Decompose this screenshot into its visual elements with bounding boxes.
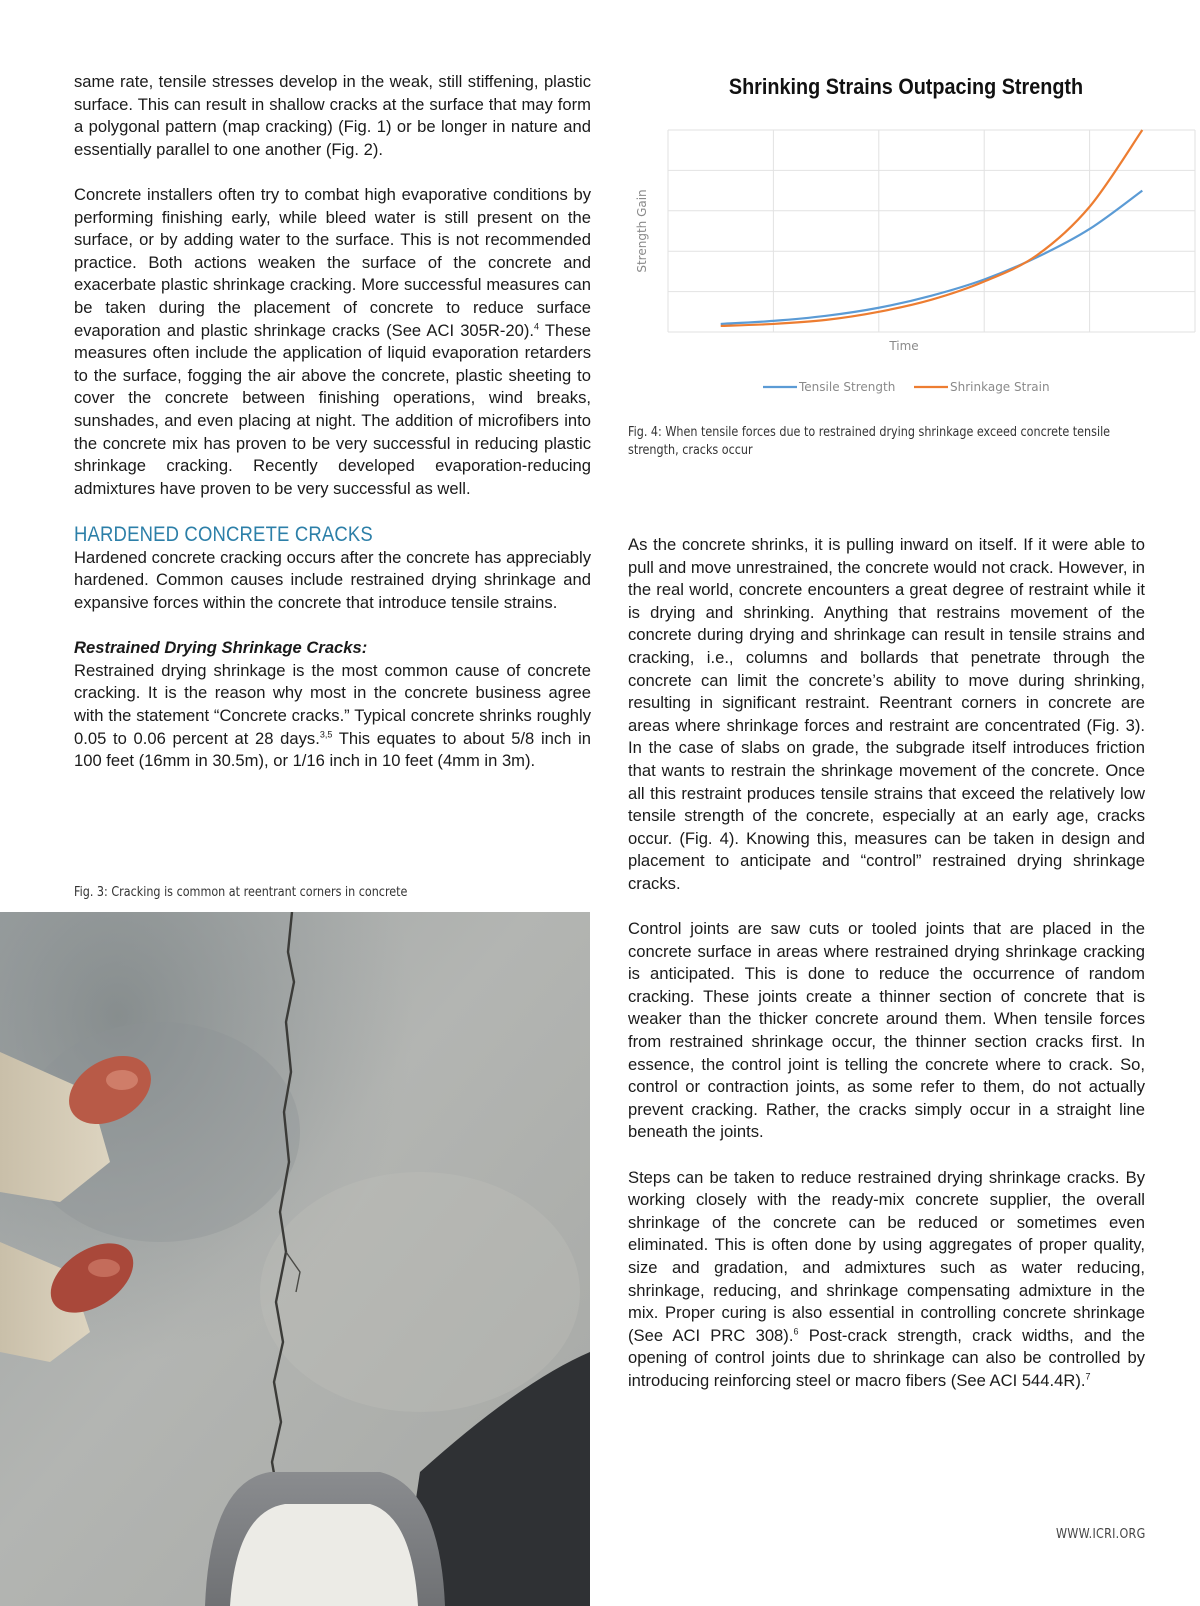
body-paragraph: Hardened concrete cracking occurs after the concrete has appreciably hardened. Common causes include restrained drying shrinkage and expansive forces within the concrete that introduce tensile strains. bbox=[74, 547, 591, 613]
floor-highlight bbox=[260, 1172, 580, 1412]
text-run: These measures often include the application of liquid evaporation retarders to the surface, fogging the air above the concrete, plastic sheeting to cover the concrete between finishing operations, wind breaks, sunshades, and even placing at night. The addition of microfibers into the concrete mix has proven to be very successful in reducing plastic shrinkage cracking. Recently developed evaporation-reducing admixtures have proven to be very successful as well. bbox=[74, 320, 591, 498]
right-column bbox=[628, 534, 1145, 1415]
subheading: Restrained Drying Shrinkage Cracks: bbox=[74, 638, 368, 658]
legend-label: Shrinkage Strain bbox=[950, 380, 1050, 394]
section-heading: HARDENED CONCRETE CRACKS bbox=[74, 522, 373, 546]
shoe-highlight bbox=[106, 1070, 138, 1090]
x-axis-label: Time bbox=[889, 339, 919, 353]
body-paragraph: As the concrete shrinks, it is pulling inward on itself. If it were able to pull and move unrestrained, the concrete would not crack. However, in the real world, concrete encounters a great degree of restraint while it is drying and shrinking. Anything that restrains movement of the concrete during drying and shrinkage can result in tensile strains and cracking, i.e., columns and bollards that penetrate through the concrete can limit the concrete’s ability to move during shrinking, resulting in significant restraint. Reentrant corners in concrete are areas where shrinkage forces and restraint are concentrated (Fig. 3). In the case of slabs on grade, the subgrade itself introduces friction that wants to restrain the shrinkage movement of the concrete. Once all this restraint produces tensile strains that exceed the relatively low tensile strength of the concrete, especially at an early age, cracks occur. (Fig. 4). Knowing this, measures can be taken in design and placement to anticipate and “control” restrained drying shrinkage cracks. bbox=[628, 535, 1145, 893]
footer-url: WWW.ICRI.ORG bbox=[1056, 1527, 1146, 1542]
fig4-caption: Fig. 4: When tensile forces due to restrained drying shrinkage exceed concrete tensile strength, cracks occur bbox=[628, 425, 1111, 458]
y-axis-label: Strength Gain bbox=[635, 189, 649, 273]
body-paragraph bbox=[628, 1167, 1145, 1393]
text-run: Concrete installers often try to combat high evaporative conditions by performing finishing early, while bleed water is still present on the surface, or by adding water to the surface. This is not recommended practice. Both actions weaken the surface of the concrete and exacerbate plastic shrinkage cracking. More successful measures can be taken during the placement of concrete to reduce surface evaporation and plastic shrinkage cracks (See ACI 305R-20). bbox=[74, 184, 591, 340]
concrete-crack-photo bbox=[0, 912, 590, 1606]
footnote-ref: 4 bbox=[534, 321, 540, 331]
body-paragraph: same rate, tensile stresses develop in the weak, still stiffening, plastic surface. This can result in shallow cracks at the surface that may form a polygonal pattern (map cracking) (Fig. 1) or be longer in nature and essentially parallel to one another (Fig. 2). bbox=[74, 72, 591, 159]
text-run: Post-crack strength, crack widths, and the opening of control joints due to shrinkage can also be controlled by introducing reinforcing steel or macro fibers (See ACI 544.4R). bbox=[628, 1325, 1145, 1390]
text-run: Steps can be taken to reduce restrained drying shrinkage cracks. By working closely with the ready-mix concrete supplier, the overall shrinkage of the concrete can be reduced or sometimes even eliminated. This is often done by using aggregates of proper quality, size and gradation, and admixtures such as water reducing, shrinkage, reducing, and shrinkage compensating admixture in the mix. Proper curing is also essential in controlling concrete shrinkage (See ACI PRC 308). bbox=[628, 1167, 1145, 1345]
footnote-ref: 7 bbox=[1085, 1371, 1091, 1382]
chart-title: Shrinking Strains Outpacing Strength bbox=[728, 74, 1084, 99]
fig3-photo bbox=[0, 912, 590, 1606]
footnote-ref: 6 bbox=[793, 1326, 799, 1337]
chart-canvas bbox=[630, 82, 1200, 422]
left-column bbox=[74, 71, 591, 795]
text-run: This equates to about 5/8 inch in 100 feet (16mm in 30.5m), or 1/16 inch in 10 feet (4mm in 3m). bbox=[74, 728, 591, 771]
body-paragraph bbox=[74, 184, 591, 500]
legend-label: Tensile Strength bbox=[799, 380, 896, 394]
text-run: Restrained drying shrinkage is the most common cause of concrete cracking. It is the reason why most in the concrete business agree with the statement “Concrete cracks.” Typical concrete shrinks roughly 0.05 to 0.06 percent at 28 days. bbox=[74, 660, 591, 748]
footnote-ref: 3,5 bbox=[319, 729, 333, 740]
fig4-chart bbox=[630, 62, 1200, 422]
body-paragraph: Control joints are saw cuts or tooled joints that are placed in the concrete surface in areas where restrained drying shrinkage cracking is anticipated. This is done to reduce the occurrence of random cracking. These joints create a thinner section of concrete that is weaker than the thicker concrete around them. When tensile forces from restrained shrinkage occur, the thinner section cracks first. In essence, the control joint is telling the concrete where to crack. So, control or contraction joints, as some refer to them, do not actually prevent cracking. Rather, the cracks simply occur in a straight line beneath the joints. bbox=[628, 919, 1145, 1142]
fig3-caption: Fig. 3: Cracking is common at reentrant corners in concrete bbox=[74, 885, 408, 900]
shoe-highlight bbox=[88, 1259, 120, 1277]
bollard-top bbox=[230, 1504, 418, 1606]
body-paragraph bbox=[74, 660, 591, 773]
